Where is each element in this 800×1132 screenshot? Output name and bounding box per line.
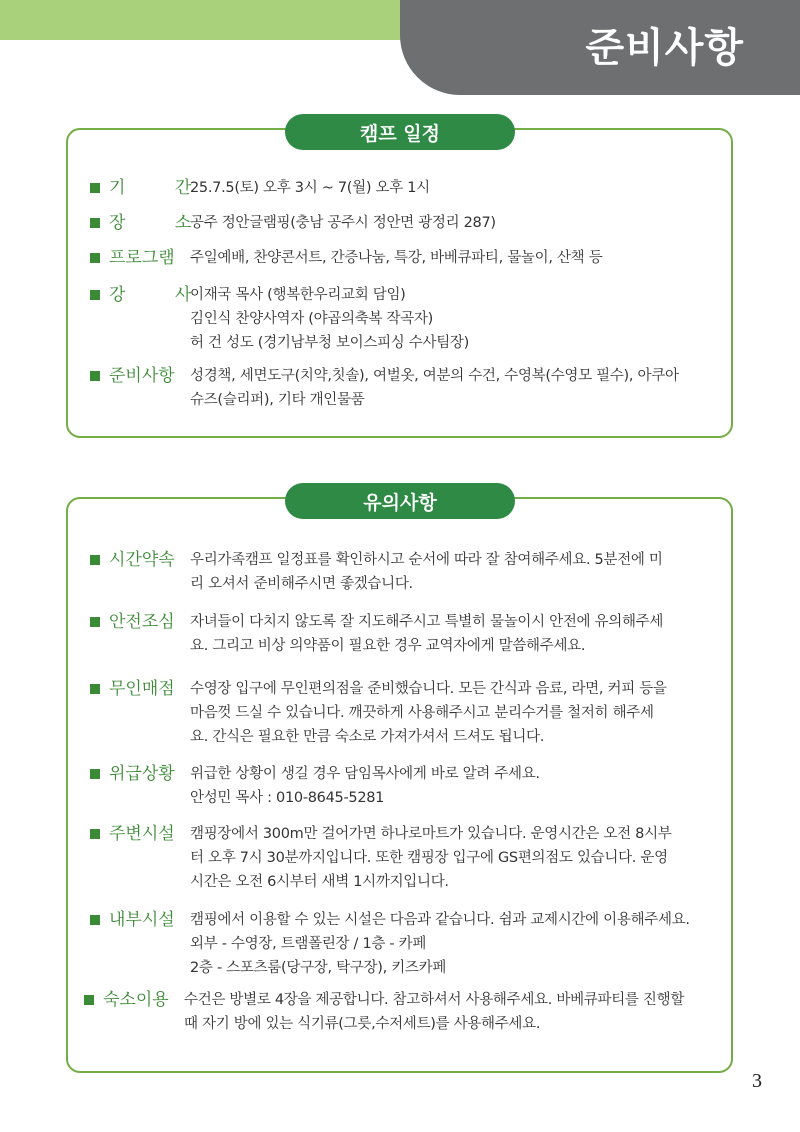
item-label: 강 사 xyxy=(109,285,214,305)
page-number: 3 xyxy=(752,1070,762,1092)
bullet-square-icon xyxy=(90,684,100,694)
item-content: 수영장 입구에 무인편의점을 준비했습니다. 모든 간식과 음료, 라면, 커피 등을 마음껏 드실 수 있습니다. 깨끗하게 사용해주시고 분리수거를 철저히 해주세 요. 간식은 필요한 만큼 숙소로 가져가셔서 드셔도 됩니다. xyxy=(190,681,667,745)
item-content: 우리가족캠프 일정표를 확인하시고 순서에 따라 잘 참여해주세요. 5분전에 미 리 오셔서 준비해주시면 좋겠습니다. xyxy=(190,552,663,592)
note-item-store xyxy=(90,677,667,749)
note-item-emergency xyxy=(90,762,540,810)
item-label: 기 간 xyxy=(109,178,214,198)
schedule-item-speakers xyxy=(90,283,469,355)
item-label: 무인매점 xyxy=(109,679,175,699)
item-content: 이재국 목사 (행복한우리교회 담임) 김인식 찬양사역자 (야곱의축복 작곡자) 허 건 성도 (경기남부청 보이스피싱 수사팀장) xyxy=(190,287,469,351)
bullet-square-icon xyxy=(90,555,100,565)
item-content: 공주 정안글램핑(충남 공주시 정안면 광정리 287) xyxy=(190,215,496,231)
notes-heading: 유의사항 xyxy=(285,483,515,519)
bullet-square-icon xyxy=(90,829,100,839)
item-label: 위급상황 xyxy=(109,764,175,784)
item-content: 캠핑장에서 300m만 걸어가면 하나로마트가 있습니다. 운영시간은 오전 8시부 터 오후 7시 30분까지입니다. 또한 캠핑장 입구에 GS편의점도 있습니다. 운영 시간은 오전 6시부터 새벽 1시까지입니다. xyxy=(190,826,672,890)
bullet-square-icon xyxy=(90,915,100,925)
item-content: 캠핑에서 이용할 수 있는 시설은 다음과 같습니다. 쉼과 교제시간에 이용해주세요. 외부 - 수영장, 트램폴린장 / 1층 - 카페 2층 - 스포츠룸(당구장, 탁구장), 키즈카페 xyxy=(190,912,690,976)
schedule-item-program xyxy=(90,246,602,270)
item-content: 주일예배, 찬양콘서트, 간증나눔, 특강, 바베큐파티, 물놀이, 산책 등 xyxy=(190,250,603,266)
item-label: 준비사항 xyxy=(109,366,175,386)
bullet-square-icon xyxy=(90,253,100,263)
item-label: 프로그램 xyxy=(109,248,175,268)
item-content: 성경책, 세면도구(치약,칫솔), 여벌옷, 여분의 수건, 수영복(수영모 필수), 아쿠아 슈즈(슬리퍼), 기타 개인물품 xyxy=(190,368,679,408)
bullet-square-icon xyxy=(90,218,100,228)
bullet-square-icon xyxy=(90,769,100,779)
schedule-item-period xyxy=(90,176,430,200)
schedule-item-preparation xyxy=(90,364,679,412)
bullet-square-icon xyxy=(90,183,100,193)
item-label: 장 소 xyxy=(109,213,214,233)
page-title: 준비사항 xyxy=(585,25,744,71)
item-label: 안전조심 xyxy=(109,612,175,632)
header-title-banner xyxy=(400,0,800,95)
item-label: 내부시설 xyxy=(109,910,175,930)
item-label: 주변시설 xyxy=(109,824,175,844)
item-content: 25.7.5(토) 오후 3시 ~ 7(월) 오후 1시 xyxy=(190,180,430,196)
note-item-facilities xyxy=(90,908,690,980)
item-content: 위급한 상황이 생길 경우 담임목사에게 바로 알려 주세요. 안성민 목사 : 010-8645-5281 xyxy=(190,766,540,806)
note-item-safety xyxy=(90,610,663,658)
bullet-square-icon xyxy=(84,995,94,1005)
bullet-square-icon xyxy=(90,290,100,300)
schedule-heading: 캠프 일정 xyxy=(285,114,515,150)
bullet-square-icon xyxy=(90,371,100,381)
note-item-nearby xyxy=(90,822,672,894)
note-item-time xyxy=(90,548,663,596)
note-item-lodging xyxy=(84,988,684,1036)
item-content: 수건은 방별로 4장을 제공합니다. 참고하셔서 사용해주세요. 바베큐파티를 진행할 때 자기 방에 있는 식기류(그릇,수저세트)를 사용해주세요. xyxy=(184,992,685,1032)
item-label: 시간약속 xyxy=(109,550,175,570)
schedule-item-place xyxy=(90,211,496,235)
item-label: 숙소이용 xyxy=(103,990,169,1010)
bullet-square-icon xyxy=(90,617,100,627)
item-content: 자녀들이 다치지 않도록 잘 지도해주시고 특별히 물놀이시 안전에 유의해주세 요. 그리고 비상 의약품이 필요한 경우 교역자에게 말씀해주세요. xyxy=(190,614,664,654)
